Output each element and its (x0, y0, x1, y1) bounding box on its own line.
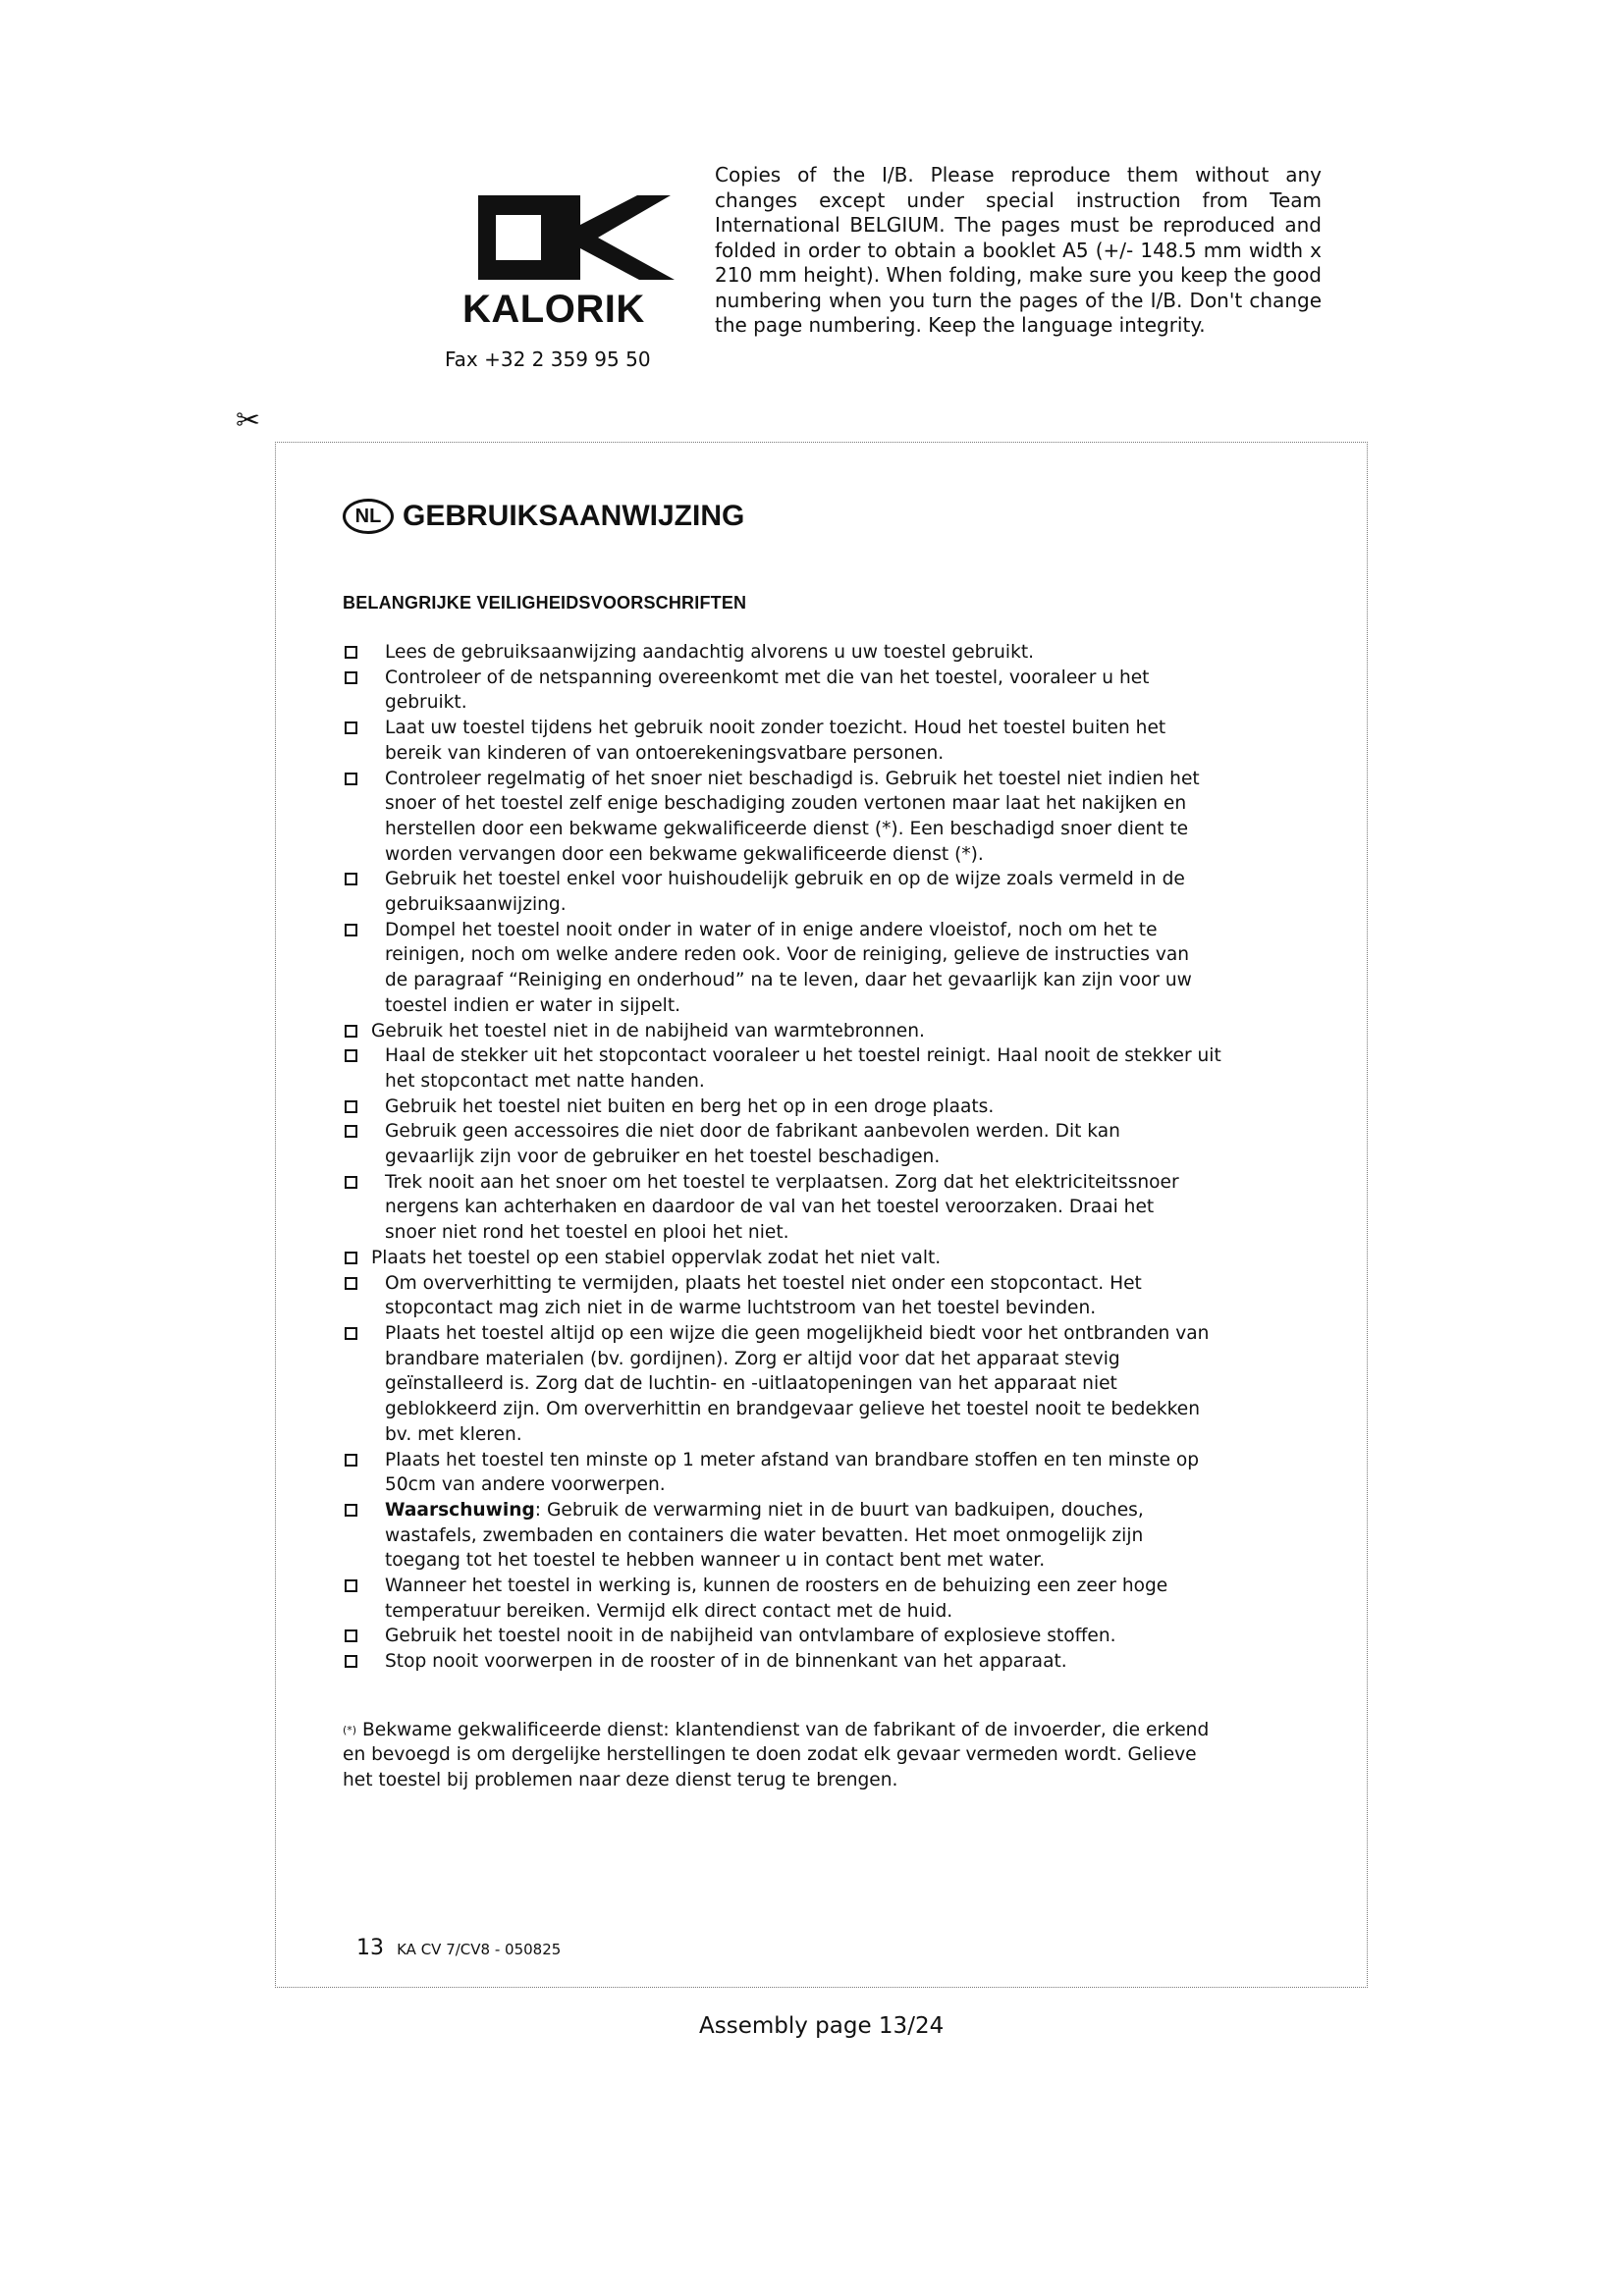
list-item-text: Trek nooit aan het snoer om het toestel te verplaatsen. Zorg dat het elektriciteitssnoer nergens kan achterhaken en daardoor de val van het toestel veroorzaken. Draai het snoer niet rond het toestel en plooi het niet. (385, 1171, 1179, 1244)
language-badge: NL (343, 499, 394, 534)
warning-label: Waarschuwing (385, 1499, 535, 1521)
list-item (343, 767, 1305, 868)
footnote-text: Bekwame gekwalificeerde dienst: klantendienst van de fabrikant of de invoerder, die erkend en bevoegd is om dergelijke herstellingen te doen zodat elk gevaar vermeden wordt. Gelieve het toestel bij problemen naar deze dienst terug te brengen. (343, 1719, 1210, 1790)
list-item (343, 1119, 1305, 1169)
list-item (343, 1448, 1305, 1498)
list-item (343, 1170, 1305, 1246)
copy-instructions: Copies of the I/B. Please reproduce them without any changes except under special instruction from Team International BELGIUM. The pages must be reproduced and folded in order to obtain a booklet A5 (+/- 148.5 mm width x 210 mm height). When folding, make sure you keep the good numbering when you turn the pages of the I/B. Don't change the page numbering. Keep the language integrity. (715, 163, 1322, 337)
checkbox-icon (345, 646, 357, 659)
list-item (343, 918, 1305, 1019)
checkbox-icon (345, 773, 357, 785)
model-code: KA CV 7/CV8 - 050825 (397, 1941, 562, 1958)
list-item (343, 1321, 1305, 1448)
list-item-text: Gebruik het toestel niet in de nabijheid van warmtebronnen. (371, 1020, 925, 1041)
footnote-marker: (*) (343, 1723, 357, 1736)
list-item-text: Lees de gebruiksaanwijzing aandachtig alvorens u uw toestel gebruikt. (385, 642, 1035, 663)
section-heading (343, 495, 1305, 538)
list-item-text: Waarschuwing: Gebruik de verwarming niet in de buurt van badkuipen, douches, wastafels, zwembaden en containers die water bevatten. Het moet onmogelijk zijn toegang tot het toestel te hebben wanneer u in contact bent met water. (385, 1499, 1144, 1572)
checkbox-icon (345, 873, 357, 885)
checkbox-icon (345, 1125, 357, 1138)
scissors-icon: ✂ (236, 403, 261, 438)
checkbox-icon (345, 721, 357, 734)
list-item (343, 640, 1305, 666)
checkbox-icon (345, 1100, 357, 1113)
logo-wordmark: KALORIK (462, 288, 645, 331)
list-item-text: Stop nooit voorwerpen in de rooster of in de binnenkant van het apparaat. (385, 1651, 1067, 1673)
checkbox-icon (345, 1176, 357, 1189)
warning-text: Gebruik de verwarming niet in de buurt van badkuipen, douches, wastafels, zwembaden en containers die water bevatten. Het moet onmogelijk zijn toegang tot het toestel te hebben wanneer u in contact bent met water. (385, 1499, 1144, 1572)
list-item-text: Wanneer het toestel in werking is, kunnen de roosters en de behuizing een zeer hoge temperatuur bereiken. Vermijd elk direct contact met de huid. (385, 1575, 1168, 1622)
checkbox-icon (345, 1277, 357, 1290)
list-item (343, 1095, 1305, 1120)
checkbox-icon (345, 1049, 357, 1062)
list-item-text: Gebruik het toestel niet buiten en berg het op in een droge plaats. (385, 1095, 995, 1117)
list-item (343, 1019, 1305, 1044)
kalorik-logo (462, 189, 686, 331)
list-item (343, 1043, 1305, 1094)
list-item-text: Gebruik het toestel enkel voor huishoudelijk gebruik en op de wijze zoals vermeld in de gebruiksaanwijzing. (385, 869, 1185, 916)
list-item-text: Dompel het toestel nooit onder in water of in enige andere vloeistof, noch om het te reinigen, noch om welke andere reden ook. Voor de reiniging, gelieve de instructies van de paragraaf “Reiniging en onderhoud” na te leven, daar het gevaarlijk kan zijn voor uw toestel indien er water in sijpelt. (385, 919, 1192, 1016)
list-item-text: Gebruik het toestel nooit in de nabijheid van ontvlambare of explosieve stoffen. (385, 1626, 1116, 1647)
checkbox-icon (345, 1504, 357, 1517)
safety-list (343, 640, 1305, 1675)
footnote (343, 1718, 1305, 1793)
checkbox-icon (345, 671, 357, 684)
list-item-text: Gebruik geen accessoires die niet door de fabrikant aanbevolen werden. Dit kan gevaarlijk zijn voor de gebruiker en het toestel beschadigen. (385, 1121, 1120, 1168)
page-footer (356, 1936, 561, 1960)
list-item (343, 716, 1305, 766)
checkbox-icon (345, 1629, 357, 1642)
manual-page (343, 495, 1305, 1792)
fax-number: Fax +32 2 359 95 50 (445, 347, 651, 371)
list-item-text: Controleer regelmatig of het snoer niet beschadigd is. Gebruik het toestel niet indien het snoer of het toestel zelf enige beschadiging zouden vertonen maar laat het nakijken en herstellen door een bekwame gekwalificeerde dienst (*). Een beschadigd snoer dient te worden vervangen door een bekwame gekwalificeerde dienst (*). (385, 768, 1200, 865)
list-item (343, 1574, 1305, 1624)
list-item-text: Haal de stekker uit het stopcontact vooraleer u het toestel reinigt. Haal nooit de stekker uit het stopcontact met natte handen. (385, 1045, 1221, 1092)
checkbox-icon (345, 1579, 357, 1592)
checkbox-icon (345, 1655, 357, 1668)
list-item-text: Om oververhitting te vermijden, plaats het toestel niet onder een stopcontact. Het stopcontact mag zich niet in de warme luchtstroom van het toestel bevinden. (385, 1272, 1142, 1319)
checkbox-icon (345, 1454, 357, 1467)
checkbox-icon (345, 1252, 357, 1264)
list-item (343, 666, 1305, 716)
page-number: 13 (356, 1936, 384, 1960)
checkbox-icon (345, 924, 357, 936)
list-item-text: Plaats het toestel ten minste op 1 meter afstand van brandbare stoffen en ten minste op 50cm van andere voorwerpen. (385, 1449, 1200, 1496)
list-item-warning (343, 1498, 1305, 1574)
list-item-text: Plaats het toestel altijd op een wijze die geen mogelijkheid biedt voor het ontbranden van brandbare materialen (bv. gordijnen). Zorg er altijd voor dat het apparaat stevig geïnstalleerd is. Zorg dat de luchtin- en -uitlaatopeningen van het apparaat niet geblokkeerd zijn. Om oververhittin en brandgevaar gelieve het toestel nooit te bedekken bv. met kleren. (385, 1322, 1210, 1445)
safety-heading: BELANGRIJKE VEILIGHEIDSVOORSCHRIFTEN (343, 593, 747, 613)
list-item (343, 1649, 1305, 1675)
checkbox-icon (345, 1025, 357, 1038)
list-item (343, 1246, 1305, 1271)
list-item-text: Controleer of de netspanning overeenkomt met die van het toestel, vooraleer u het gebruikt. (385, 667, 1150, 714)
list-item (343, 867, 1305, 917)
list-item (343, 1271, 1305, 1321)
list-item-text: Plaats het toestel op een stabiel oppervlak zodat het niet valt. (371, 1247, 942, 1268)
list-item-text: Laat uw toestel tijdens het gebruik nooit zonder toezicht. Houd het toestel buiten het bereik van kinderen of van ontoerekeningsvatbare personen. (385, 718, 1166, 764)
list-item (343, 1624, 1305, 1649)
page-title: GEBRUIKSAANWIJZING (403, 500, 745, 532)
checkbox-icon (345, 1327, 357, 1340)
assembly-page-label: Assembly page 13/24 (699, 2013, 945, 2039)
logo-mark (462, 189, 686, 286)
